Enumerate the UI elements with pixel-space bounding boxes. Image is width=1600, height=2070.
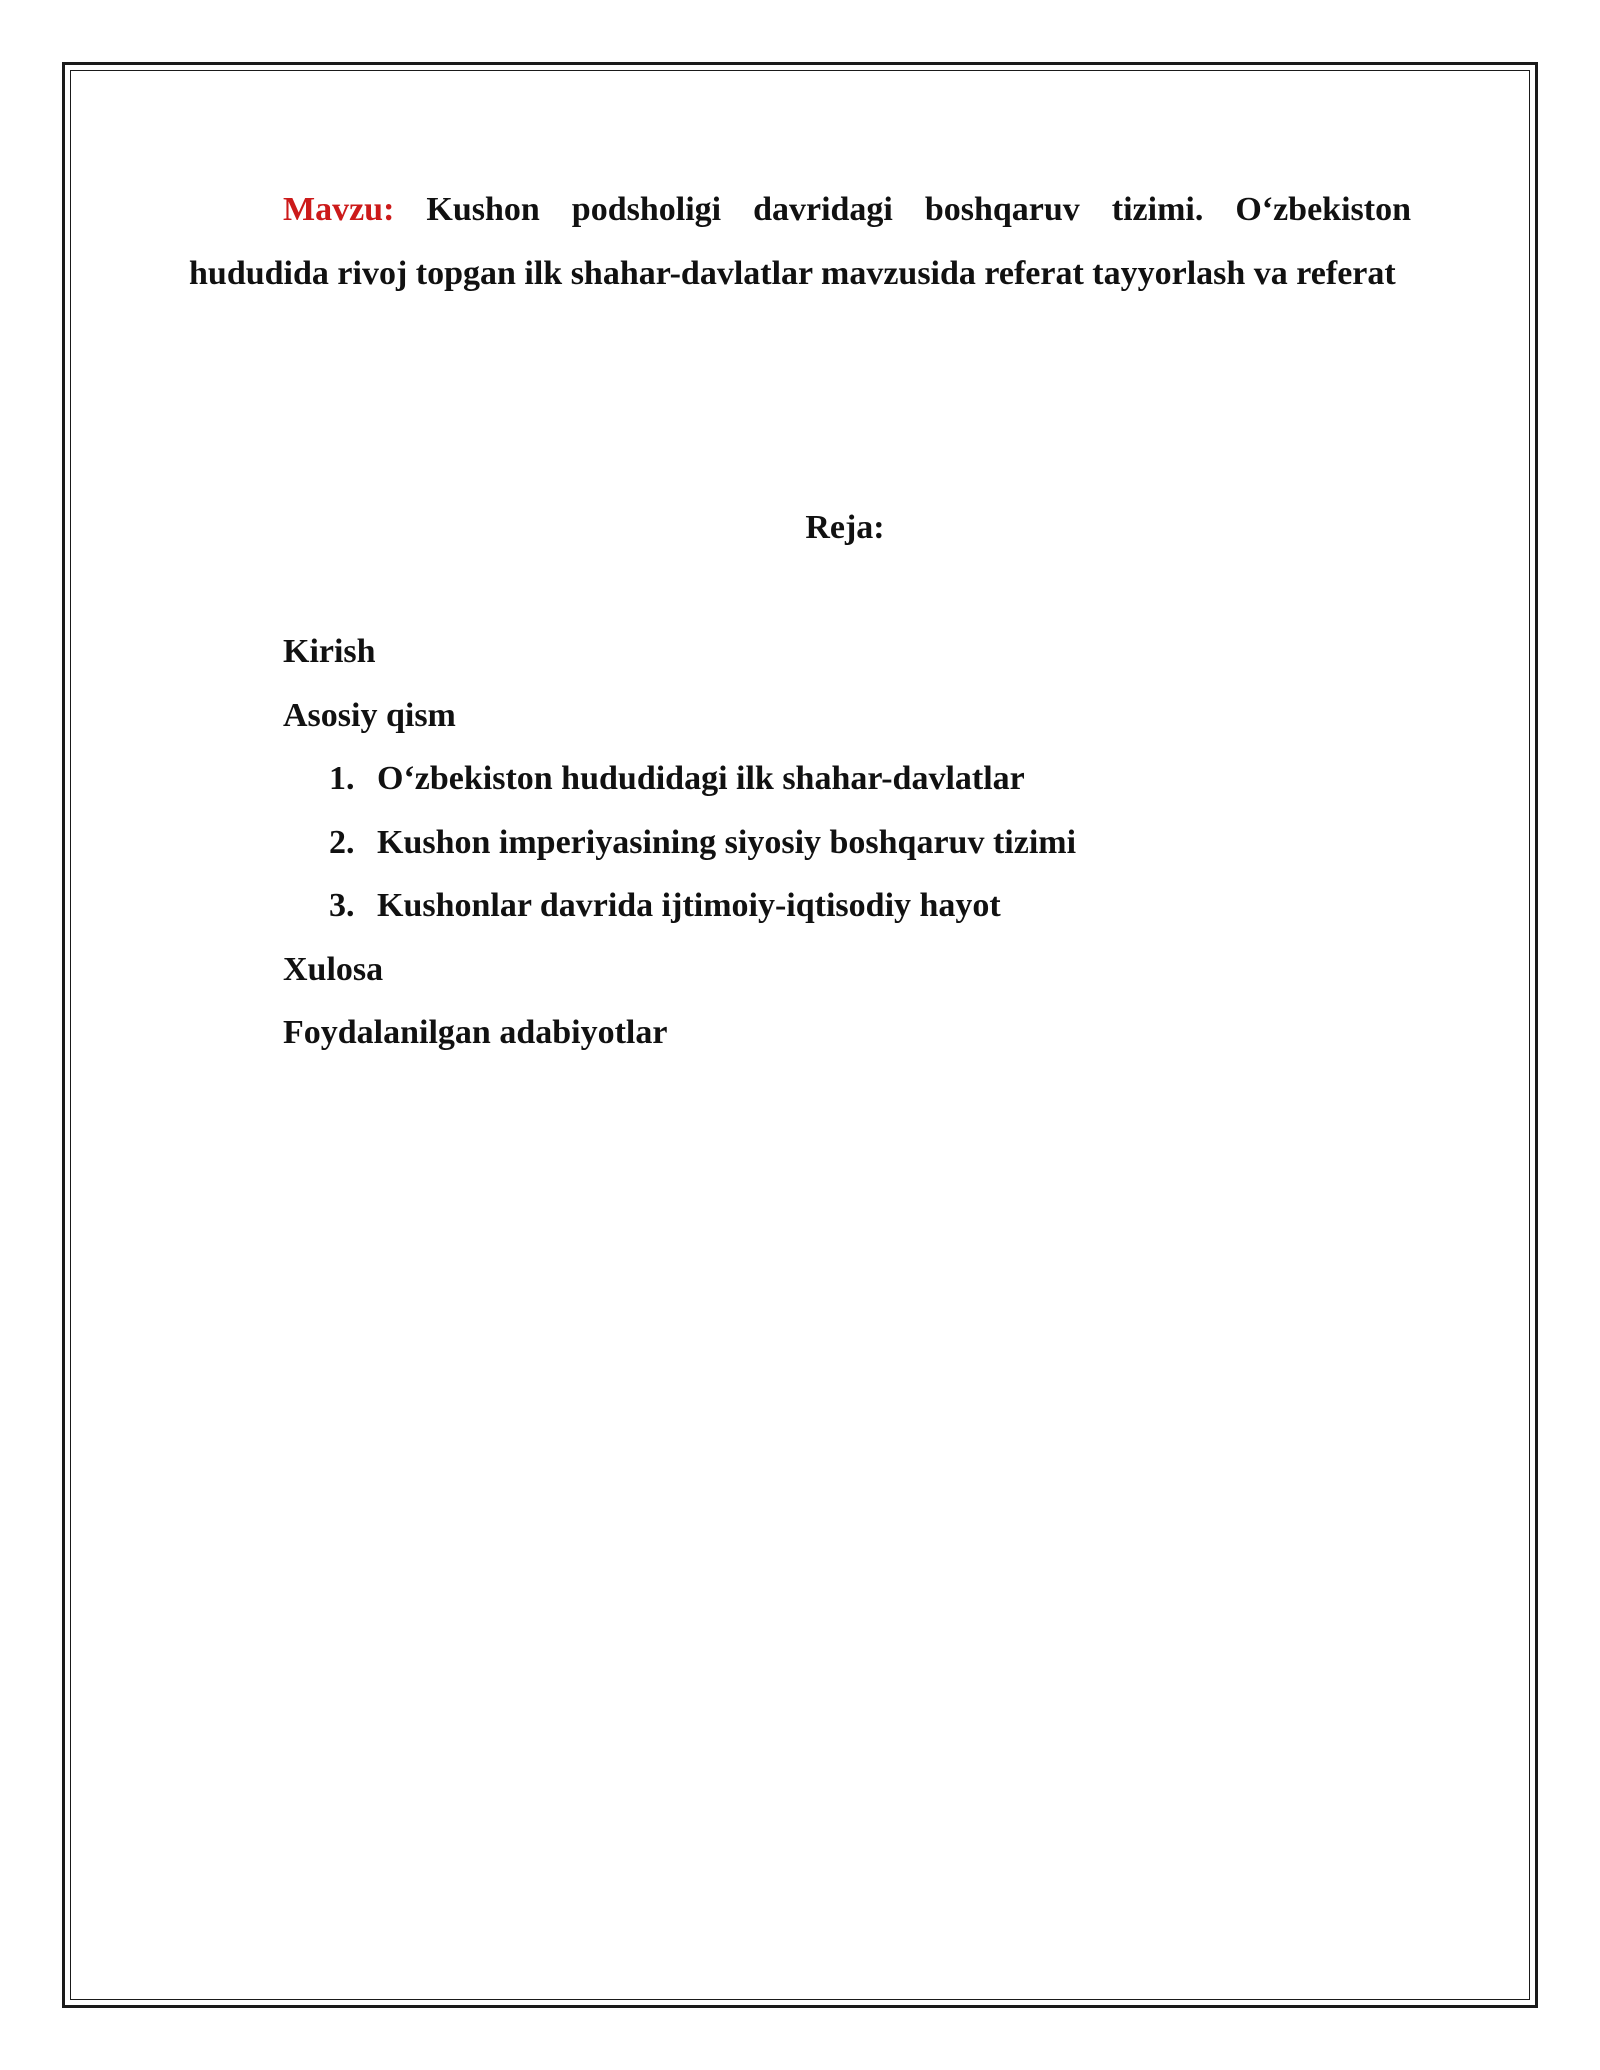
plan-item-references: Foydalanilgan adabiyotlar — [283, 1014, 668, 1051]
topic-label: Mavzu: — [283, 191, 395, 228]
plan-item-main-part: Asosiy qism — [283, 696, 456, 734]
plan-title: Reja: — [805, 509, 885, 546]
plan-subsection — [283, 811, 1076, 875]
plan-subsection — [283, 874, 1076, 938]
plan-item-conclusion: Xulosa — [283, 950, 384, 988]
subsection-text: Kushon imperiyasining siyosiy boshqaruv tizimi — [377, 823, 1077, 861]
subsection-number: 3. — [329, 887, 355, 924]
plan-subsection — [283, 747, 1076, 811]
topic-text: Kushon podsholigi davridagi boshqaruv tizimi. O‘zbekiston hududida rivoj topgan ilk shahar-davlatlar mavzusida referat tayyorlash va referat — [189, 191, 1412, 292]
subsection-number: 2. — [329, 823, 355, 861]
subsection-text: Kushonlar davrida ijtimoiy-iqtisodiy hayot — [377, 887, 1001, 924]
plan-list — [283, 620, 1076, 1065]
topic-paragraph — [189, 178, 1411, 306]
subsection-text: O‘zbekiston hududidagi ilk shahar-davlatlar — [377, 760, 1025, 797]
subsection-number: 1. — [329, 760, 355, 797]
plan-item-intro: Kirish — [283, 633, 376, 670]
